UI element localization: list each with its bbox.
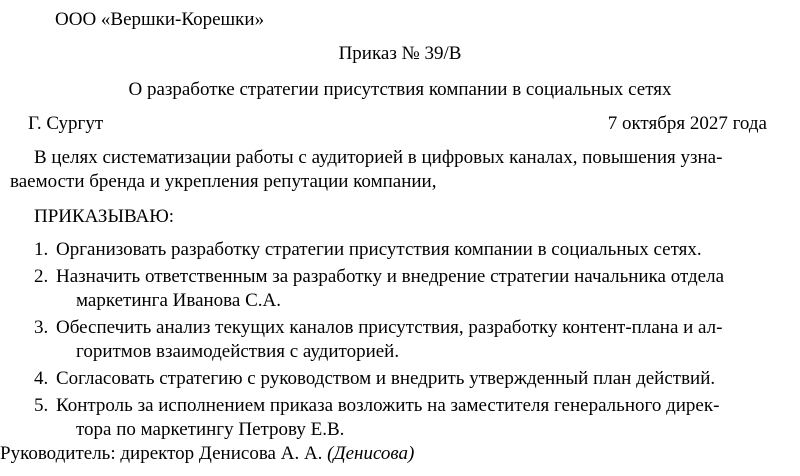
item-text-continued: маркетинга Иванова С.А. [76,290,281,311]
item-number: 4. [34,368,49,389]
item-text: Согласовать стратегию с руководством и внедрить утвержденный план действий. [56,368,716,389]
list-item [34,238,784,262]
list-item [34,367,784,391]
list-item [34,316,784,364]
item-text-continued: горитмов взаимодействия с аудиторией. [76,341,400,362]
decree-word: ПРИКАЗЫВАЮ: [34,206,175,227]
item-number: 1. [34,239,49,260]
organization-name: ООО «Вершки-Корешки» [55,9,265,30]
city: Г. Сургут [28,113,104,134]
item-number: 5. [34,395,49,416]
order-date: 7 октября 2027 года [607,113,767,134]
order-subject: О разработке стратегии присутствия компании в социальных сетях [128,79,672,100]
preamble-line-2: ваемости бренда и укрепления репутации компании, [10,171,437,192]
signature-italic-name: (Денисова) [327,443,415,464]
item-number: 3. [34,317,49,338]
preamble-line-1: В целях систематизации работы с аудиторией в цифровых каналах, повышения узна- [34,147,723,168]
item-text-continued: тора по маркетингу Петрову Е.В. [76,419,345,440]
list-item [34,394,784,442]
order-title: Приказ № 39/В [338,43,462,64]
item-text: Обеспечить анализ текущих каналов присутствия, разработку контент-плана и ал- [56,317,723,338]
preamble [10,146,782,194]
item-text: Организовать разработку стратегии присутствия компании в социальных сетях. [56,239,702,260]
signature-text: Руководитель: директор Денисова А. А. [0,443,323,464]
list-item [34,265,784,313]
item-text: Контроль за исполнением приказа возложить на заместителя генерального дирек- [56,395,720,416]
order-items-list [34,238,784,445]
item-text: Назначить ответственным за разработку и внедрение стратегии начальника отдела [56,266,725,287]
item-number: 2. [34,266,49,287]
signature-line [0,442,414,466]
